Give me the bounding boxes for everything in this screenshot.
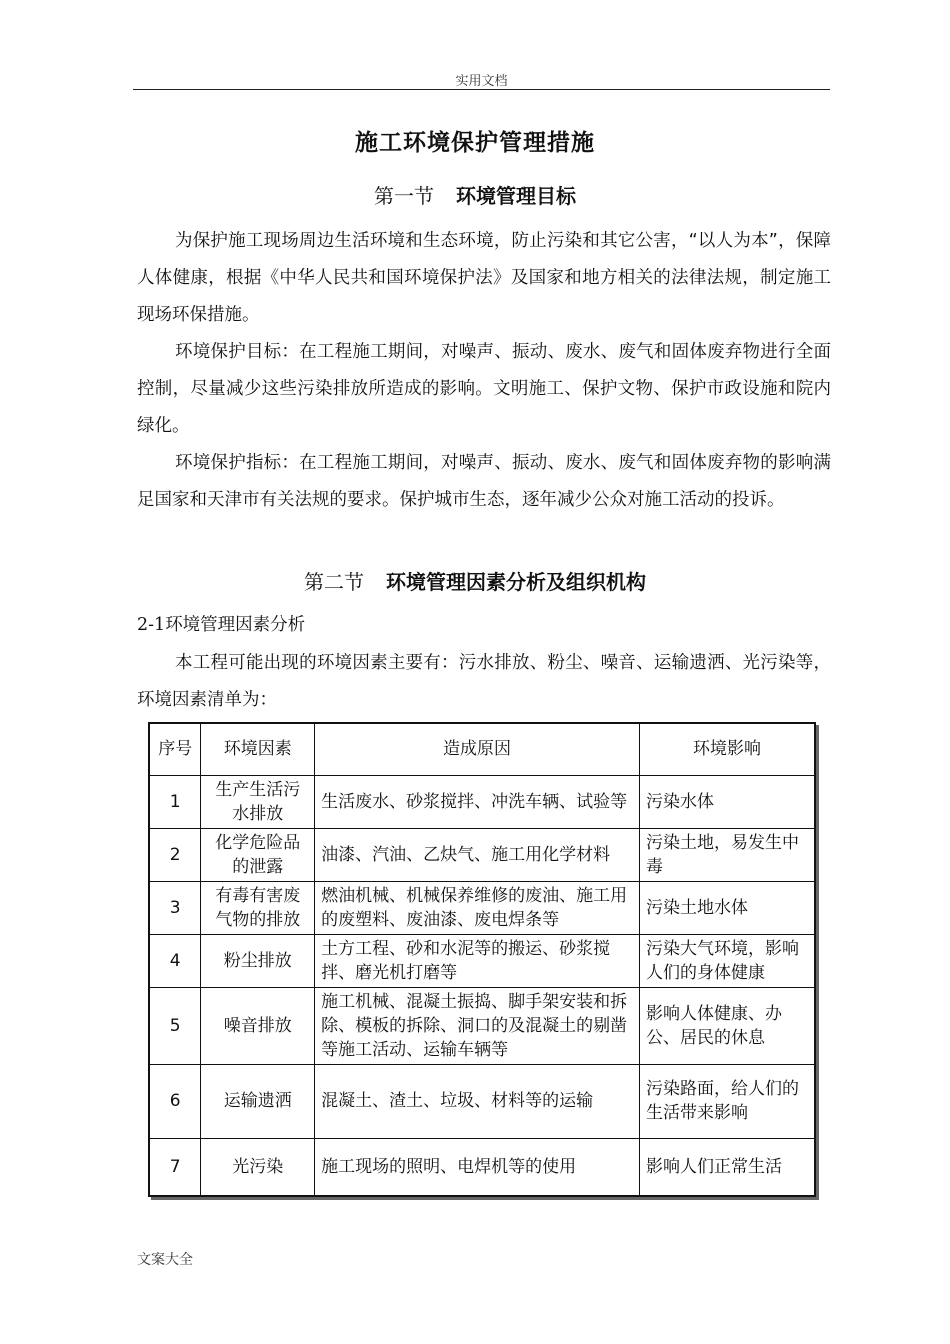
section-2-number: 第二节 xyxy=(304,570,364,594)
row-factor: 化学危险品的泄露 xyxy=(201,828,315,881)
row-cause: 燃油机械、机械保养维修的废油、施工用的废塑料、废油漆、废电焊条等 xyxy=(315,881,640,934)
section-1-heading xyxy=(0,180,950,209)
subsection-title: 环境管理因素分析 xyxy=(165,615,306,635)
section-2-title: 环境管理因素分析及组织机构 xyxy=(386,570,646,594)
header-factor: 环境因素 xyxy=(201,723,315,775)
row-index: 5 xyxy=(149,987,201,1064)
row-factor: 运输遗洒 xyxy=(201,1064,315,1138)
paragraph-1: 为保护施工现场周边生活环境和生态环境，防止污染和其它公害，“以人为本”，保障人体健康，根据《中华人民共和国环境保护法》及国家和地方相关的法律法规，制定施工现场环保措施。 xyxy=(137,231,831,325)
table-row xyxy=(149,934,815,987)
environment-factors-table xyxy=(148,722,816,1197)
header-index: 序号 xyxy=(149,723,201,775)
row-factor: 生产生活污水排放 xyxy=(201,775,315,828)
paragraph-2: 环境保护目标：在工程施工期间，对噪声、振动、废水、废气和固体废弃物进行全面控制，尽量减少这些污染排放所造成的影响。文明施工、保护文物、保护市政设施和院内绿化。 xyxy=(137,342,831,436)
row-cause: 土方工程、砂和水泥等的搬运、砂浆搅拌、磨光机打磨等 xyxy=(315,934,640,987)
row-cause: 施工机械、混凝土振捣、脚手架安装和拆除、模板的拆除、洞口的及混凝土的剔凿等施工活动、运输车辆等 xyxy=(315,987,640,1064)
table-row xyxy=(149,987,815,1064)
row-factor: 光污染 xyxy=(201,1138,315,1196)
page-footer: 文案大全 xyxy=(137,1252,193,1268)
row-impact: 污染路面，给人们的生活带来影响 xyxy=(639,1064,815,1138)
row-factor: 噪音排放 xyxy=(201,987,315,1064)
paragraph-3: 环境保护指标：在工程施工期间，对噪声、振动、废水、废气和固体废弃物的影响满足国家和天津市有关法规的要求。保护城市生态，逐年减少公众对施工活动的投诉。 xyxy=(137,453,831,510)
row-index: 7 xyxy=(149,1138,201,1196)
table-intro-paragraph: 本工程可能出现的环境因素主要有：污水排放、粉尘、噪音、运输遗洒、光污染等，环境因素清单为： xyxy=(137,653,831,710)
document-title: 施工环境保护管理措施 xyxy=(355,130,595,156)
table-row xyxy=(149,1138,815,1196)
row-factor: 粉尘排放 xyxy=(201,934,315,987)
page-header: 实用文档 xyxy=(455,74,508,89)
header-impact: 环境影响 xyxy=(639,723,815,775)
row-factor: 有毒有害废气物的排放 xyxy=(201,881,315,934)
row-impact: 污染土地水体 xyxy=(639,881,815,934)
section-1-number: 第一节 xyxy=(374,184,434,208)
row-impact: 影响人体健康、办公、居民的休息 xyxy=(639,987,815,1064)
header-rule xyxy=(133,89,830,90)
table-header-row xyxy=(149,723,815,775)
row-index: 1 xyxy=(149,775,201,828)
row-index: 4 xyxy=(149,934,201,987)
row-impact: 污染土地，易发生中毒 xyxy=(639,828,815,881)
row-cause: 混凝土、渣土、垃圾、材料等的运输 xyxy=(315,1064,640,1138)
row-impact: 影响人们正常生活 xyxy=(639,1138,815,1196)
row-index: 3 xyxy=(149,881,201,934)
row-impact: 污染大气环境，影响人们的身体健康 xyxy=(639,934,815,987)
header-cause: 造成原因 xyxy=(315,723,640,775)
table-row xyxy=(149,1064,815,1138)
table-row xyxy=(149,881,815,934)
table-row xyxy=(149,775,815,828)
row-index: 6 xyxy=(149,1064,201,1138)
row-impact: 污染水体 xyxy=(639,775,815,828)
subsection-code: 2-1 xyxy=(137,615,166,635)
section-2-heading xyxy=(0,566,950,595)
row-cause: 生活废水、砂浆搅拌、冲洗车辆、试验等 xyxy=(315,775,640,828)
section-1-title: 环境管理目标 xyxy=(456,184,576,208)
subsection-heading xyxy=(137,611,305,636)
table-row xyxy=(149,828,815,881)
row-cause: 油漆、汽油、乙炔气、施工用化学材料 xyxy=(315,828,640,881)
row-cause: 施工现场的照明、电焊机等的使用 xyxy=(315,1138,640,1196)
row-index: 2 xyxy=(149,828,201,881)
